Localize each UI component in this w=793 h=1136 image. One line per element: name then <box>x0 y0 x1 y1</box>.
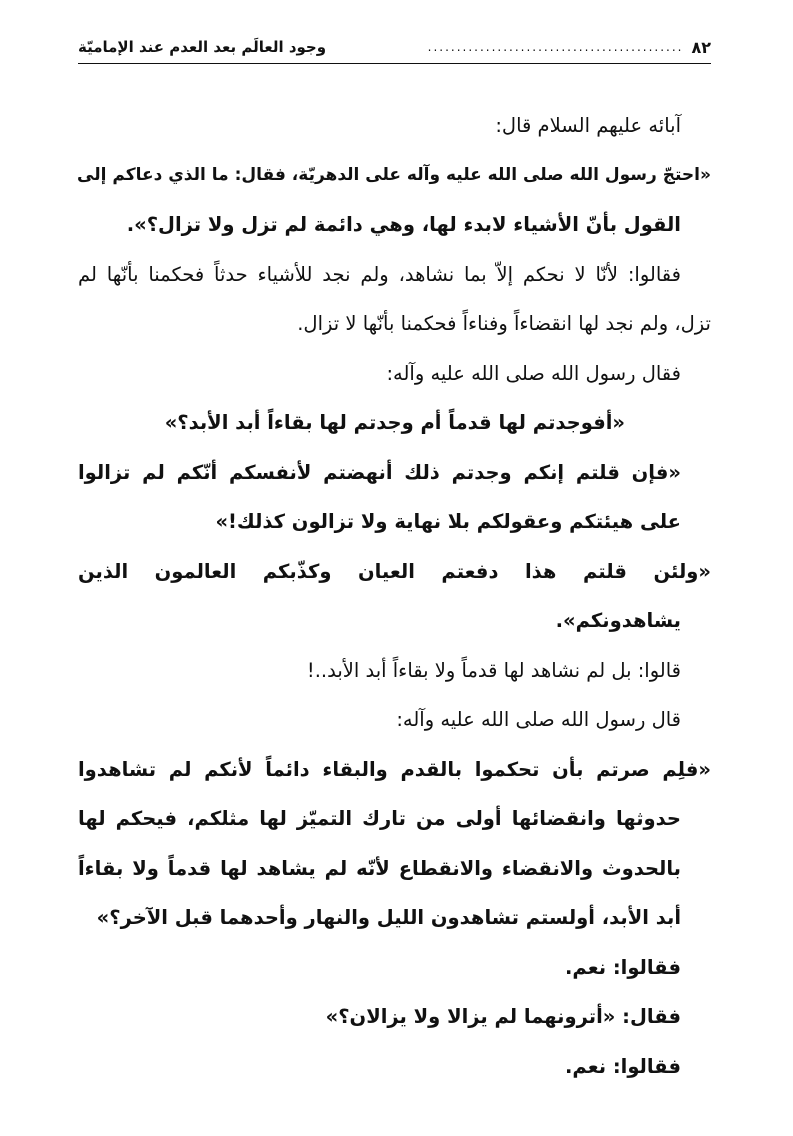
text-line: حدوثها وانقضائها أولى من تارك التميّز لها مثلكم، فيحكم لها <box>78 807 681 830</box>
text-line: آبائه عليهم السلام قال: <box>495 114 681 137</box>
text-line: أبد الأبد، أولستم تشاهدون الليل والنهار وأحدهما قبل الآخر؟» <box>96 906 681 929</box>
text-line: بالحدوث والانقضاء والانقطاع لأنّه لم يشاهد لها قدماً ولا بقاءاً <box>78 856 681 880</box>
running-title: وجود العالَم بعد العدم عند الإماميّة <box>78 38 327 56</box>
text-line: قالوا: بل لم نشاهد لها قدماً ولا بقاءاً أبد الأبد..! <box>306 658 681 682</box>
text-line: فقالوا: لأنّا لا نحكم إلاّ بما نشاهد، ولم نجد للأشياء حدثاً فحكمنا بأنّها لم <box>78 262 681 286</box>
text-line: فقالوا: نعم. <box>565 1054 681 1078</box>
text-line: «فلِم صرتم بأن تحكموا بالقدم والبقاء دائماً لأنكم لم تشاهدوا <box>78 757 711 781</box>
page-header <box>78 34 711 60</box>
text-line: قال رسول الله صلى الله عليه وآله: <box>396 708 681 731</box>
text-line: «ولئن قلتم هذا دفعتم العيان وكذّبكم العالمون الذين <box>78 559 711 583</box>
header-rule <box>78 63 711 64</box>
text-line: «فإن قلتم إنكم وجدتم ذلك أنهضتم لأنفسكم أنّكم لم تزالوا <box>78 460 681 484</box>
page-number: ٨٢ <box>691 37 711 57</box>
text-line: «أفوجدتم لها قدماً أم وجدتم لها بقاءاً أبد الأبد؟» <box>164 411 625 434</box>
text-line: فقال: «أترونهما لم يزالا ولا يزالان؟» <box>325 1005 681 1028</box>
text-line: فقالوا: نعم. <box>565 955 681 979</box>
body-text <box>78 101 711 1091</box>
text-line: يشاهدونكم». <box>555 609 681 632</box>
text-line: فقال رسول الله صلى الله عليه وآله: <box>386 361 681 385</box>
header-leader-dots: ............................................ <box>427 40 684 54</box>
text-line: «احتجّ رسول الله صلى الله عليه وآله على الدهريّة، فقال: ما الذي دعاكم إلى <box>77 164 711 185</box>
text-line: على هيئتكم وعقولكم بلا نهاية ولا تزالون كذلك!» <box>215 510 681 533</box>
text-line: القول بأنّ الأشياء لابدء لها، وهي دائمة لم تزل ولا تزال؟». <box>126 213 681 236</box>
text-line: تزل، ولم نجد لها انقضاءاً وفناءاً فحكمنا بأنّها لا تزال. <box>297 312 711 335</box>
